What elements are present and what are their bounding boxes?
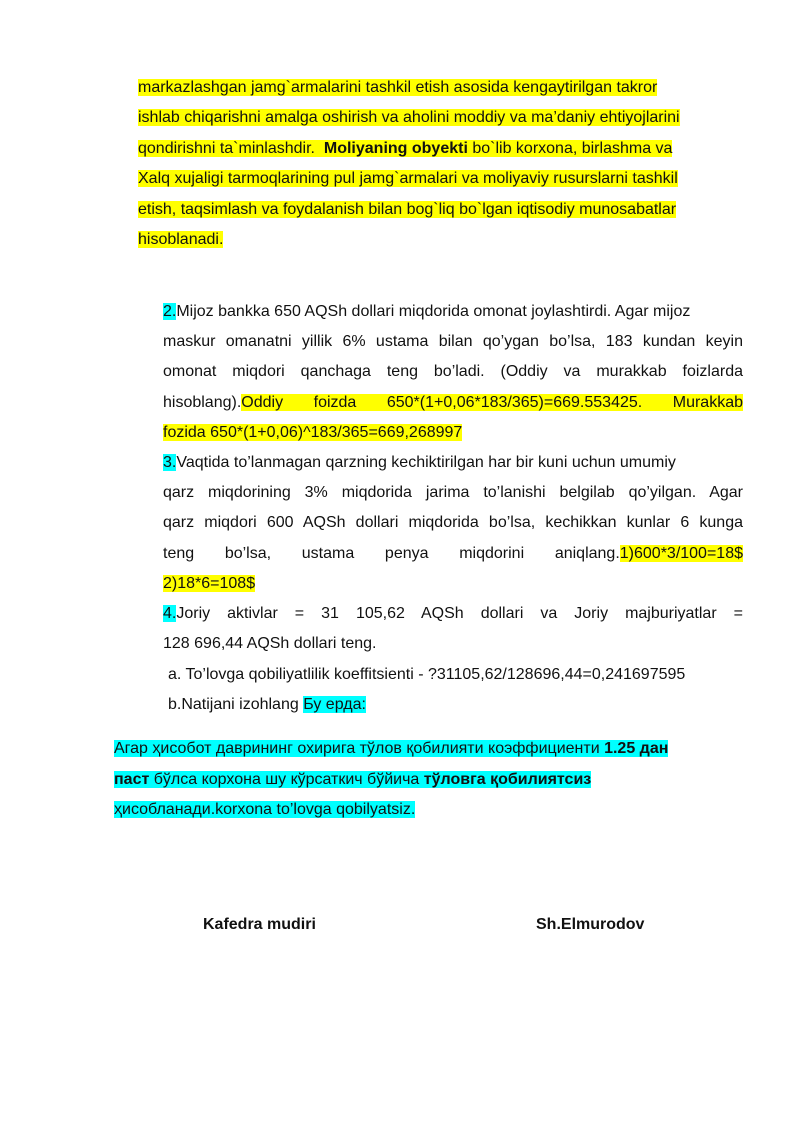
conclusion-low: паст	[114, 770, 150, 788]
conclusion-paragraph	[114, 734, 734, 826]
signature-name: Sh.Elmurodov	[536, 916, 645, 933]
task4-number: 4.	[163, 605, 177, 623]
task-list	[163, 297, 743, 659]
intro-line-4: Xalq xujaligi tarmoqlarining pul jamg`armalari va moliyaviy rusurslarni tashkil	[138, 170, 678, 188]
conclusion-threshold: 1.25 дан	[604, 740, 669, 757]
intro-line-3a: qondirishni ta`minlashdir.	[138, 139, 315, 157]
task2-answer-cont: fozida 650*(1+0,06)^183/365=669,268997	[163, 423, 463, 441]
task2-line-2: maskur omanatni yillik 6% ustama bilan qo’ygan bo’lsa, 183 kundan keyin	[163, 333, 743, 351]
intro-line-3c: bo`lib korxona, birlashma va	[467, 139, 673, 157]
intro-line-2: ishlab chiqarishni amalga oshirish va aholini moddiy va ma’daniy ehtiyojlarini	[138, 109, 680, 127]
task2-line-5	[163, 418, 743, 448]
task2-line-4: hisoblang).Oddiy foizda 650*(1+0,06*183/365)=669.553425. Murakkab	[163, 393, 743, 411]
task4-item-a: a. To’lovga qobiliyatlilik koeffitsienti - ?31105,62/128696,44=0,241697595	[168, 666, 686, 683]
conclusion-line-3: ҳисобланади.korxona to’lovga qobilyatsiz.	[114, 801, 416, 819]
task4-item-b-highlight: Бу ерда:	[303, 696, 366, 713]
intro-term-bold: Moliyaning obyekti	[323, 139, 468, 157]
intro-line-5: etish, taqsimlash va foydalanish bilan bog`liq bo`lgan iqtisodiy munosabatlar	[138, 200, 677, 218]
task2-number: 2.	[163, 303, 177, 320]
task3-line-5	[163, 569, 743, 599]
task3-line-3: qarz miqdori 600 AQSh dollari miqdorida bo’lsa, kechikkan kunlar 6 kunga	[163, 514, 743, 532]
task3-line-2: qarz miqdorining 3% miqdorida jarima to’lanishi belgilab qo’yilgan. Agar	[163, 484, 743, 502]
signature-title: Kafedra mudiri	[203, 916, 316, 933]
task2-answer: Oddiy foizda 650*(1+0,06*183/365)=669.553425. Murakkab	[241, 393, 743, 411]
task3-answer-cont: 2)18*6=108$	[163, 574, 256, 592]
conclusion-insolvent: тўловга қобилиятсиз	[423, 770, 592, 788]
task3-number: 3.	[163, 454, 177, 472]
task4-line-1: 4.Joriy aktivlar = 31 105,62 AQSh dollari va Joriy majburiyatlar =	[163, 605, 743, 623]
task2-line-1: 2.Mijoz bankka 650 AQSh dollari miqdorida omonat joylashtirdi. Agar mijoz	[163, 303, 691, 320]
task4-line-2: 128 696,44 AQSh dollari teng.	[163, 635, 377, 653]
task3-line-1: 3.Vaqtida to’lanmagan qarzning kechiktirilgan har bir kuni uchun umumiy	[163, 454, 676, 472]
conclusion-line-1a: Агар ҳисобот даврининг охирига тўлов қобилияти коэффициенти	[114, 740, 605, 757]
intro-line-1: markazlashgan jamg`armalarini tashkil etish asosida kengaytirilgan takror	[138, 79, 658, 96]
intro-line-6: hisoblanadi.	[138, 231, 224, 249]
task3-line-4: teng bo’lsa, ustama penya miqdorini aniqlang.1)600*3/100=18$	[163, 544, 743, 562]
task2-line-3: omonat miqdori qanchaga teng bo’ladi. (Oddiy va murakkab foizlarda	[163, 363, 743, 381]
task3-answer: 1)600*3/100=18$	[619, 544, 743, 562]
conclusion-line-2b: бўлса корхона шу кўрсаткич бўйича	[149, 770, 424, 788]
task4-item-b: b.Natijani izohlang Бу ерда:	[168, 696, 366, 713]
intro-paragraph	[138, 73, 738, 255]
